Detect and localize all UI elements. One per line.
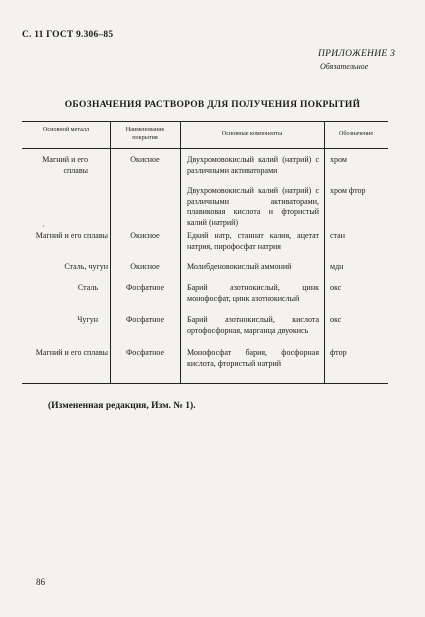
cell-coating: Окисное [130, 231, 160, 240]
column-header-components: Основные компоненты [221, 130, 283, 137]
cell-code: окс [330, 283, 342, 292]
cell-code: фтор [330, 348, 347, 357]
cell-components: Двухромовокислый калий (натрий) с различными активаторами [187, 155, 319, 175]
table-title: ОБОЗНАЧЕНИЯ РАСТВОРОВ ДЛЯ ПОЛУЧЕНИЯ ПОКРЫТИЙ [64, 100, 361, 110]
cell-coating: Фосфатное [125, 348, 165, 357]
cell-metal: Чугун [77, 315, 98, 324]
cell-metal: Магний и его сплавы [42, 155, 88, 175]
cell-code: хром фтор [330, 186, 366, 195]
cell-coating: Фосфатное [125, 283, 165, 292]
cell-components: Монофосфат бария, фосфорная кислота, фтористый натрий [187, 348, 319, 368]
cell-components: Едкий натр, станнат калия, ацетат натрия, пирофосфат натрия [187, 231, 319, 251]
page-number: 86 [36, 577, 45, 587]
cell-metal: Магний и его сплавы [35, 348, 108, 357]
cell-metal: Сталь [77, 283, 98, 292]
column-divider [324, 121, 325, 383]
cell-code: окс [330, 315, 342, 324]
appendix-title: ПРИЛОЖЕНИЕ 3 [318, 49, 396, 59]
cell-code: хром [330, 155, 347, 164]
cell-coating: Окисное [130, 262, 160, 271]
table-top-rule [22, 121, 388, 122]
cell-coating: Фосфатное [125, 315, 165, 324]
cell-components: Двухромовокислый калий (натрий) с различными активаторами, плавиковая кислота и фтористый калий (натрий) [187, 186, 319, 227]
column-header-coating: Наименование покрытия [125, 126, 165, 141]
cell-coating: Окисное [130, 155, 160, 164]
cell-components: Барий азотнокислый, кислота ортофосфорная, марганца двуокись [187, 315, 319, 335]
cell-components: Барий азотнокислый, цинк монофосфат, цинк азотнокислый [187, 283, 319, 303]
table-header-rule [22, 148, 388, 149]
cell-code: стан [330, 231, 345, 240]
cell-metal: Сталь, чугун [64, 262, 108, 271]
table-bottom-rule [22, 383, 388, 384]
column-divider [110, 121, 111, 383]
margin-mark: · [42, 222, 45, 231]
cell-components: Молибденовокислый аммоний [187, 262, 292, 271]
amendment-note: (Измененная редакция, Изм. № 1). [48, 401, 196, 411]
column-header-code: Обозначение [338, 130, 374, 137]
cell-code: мдн [330, 262, 344, 271]
appendix-status: Обязательное [320, 62, 369, 71]
column-header-metal: Основной металл [42, 126, 90, 133]
column-divider [180, 121, 181, 383]
document-header: С. 11 ГОСТ 9.306–85 [22, 30, 114, 40]
cell-metal: Магний и его сплавы [35, 231, 108, 240]
